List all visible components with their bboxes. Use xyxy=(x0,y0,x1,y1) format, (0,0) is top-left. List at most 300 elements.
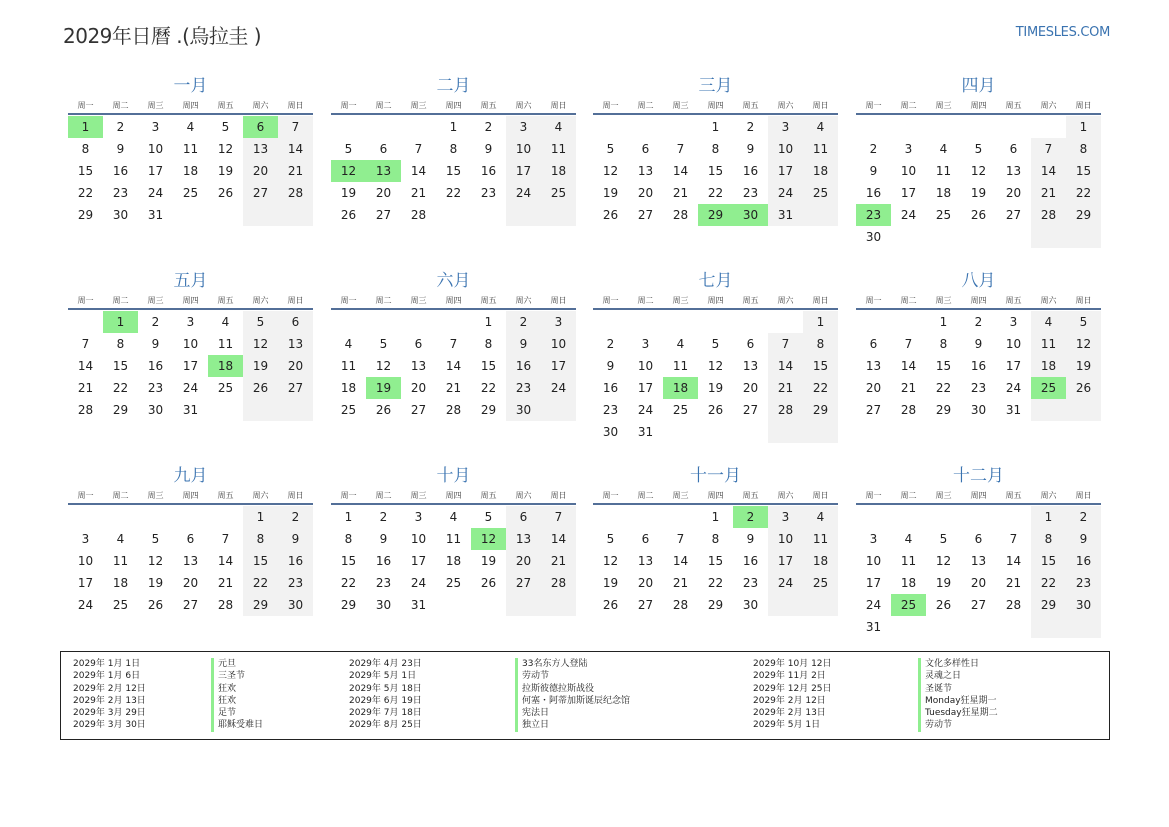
day-cell: 1 xyxy=(449,120,458,134)
legend-dates-2 xyxy=(349,658,422,732)
weekday-label: 周二 xyxy=(375,491,392,500)
empty-cell xyxy=(768,311,803,333)
day-cell: 18 xyxy=(340,381,357,395)
month-calendar xyxy=(331,463,576,616)
day-cell: 20 xyxy=(278,355,313,377)
day-cell: 10 xyxy=(147,142,164,156)
day-cell: 29 xyxy=(340,598,357,612)
empty-cell xyxy=(278,399,313,421)
empty-cell xyxy=(278,204,313,226)
empty-cell xyxy=(366,116,401,138)
day-cell: 8 xyxy=(711,142,720,156)
legend-holiday-name: 劳动节 xyxy=(515,670,630,682)
legend-names-3 xyxy=(918,658,998,732)
day-cell: 22 xyxy=(445,186,462,200)
legend-names-2 xyxy=(515,658,630,732)
day-cell: 27 xyxy=(1005,208,1022,222)
day-cell: 21 xyxy=(1005,576,1022,590)
day-cell: 23 xyxy=(506,377,541,399)
empty-cell xyxy=(68,506,103,528)
day-cell: 1 xyxy=(1066,116,1101,138)
weekday-header xyxy=(593,294,838,310)
day-cell: 21 xyxy=(768,377,803,399)
day-cell: 15 xyxy=(935,359,952,373)
weekday-label: 周五 xyxy=(217,296,234,305)
legend-date: 2029年 10月 12日 xyxy=(753,659,832,669)
empty-cell xyxy=(926,616,961,638)
day-cell: 9 xyxy=(506,333,541,355)
empty-cell xyxy=(1031,616,1066,638)
month-name: 六月 xyxy=(436,271,471,291)
day-cell: 18 xyxy=(445,554,462,568)
day-cell: 30 xyxy=(506,399,541,421)
day-cell: 12 xyxy=(970,164,987,178)
day-cell: 11 xyxy=(900,554,917,568)
month-name: 一月 xyxy=(173,76,208,96)
day-cell: 27 xyxy=(865,403,882,417)
empty-cell xyxy=(628,506,663,528)
day-cell: 23 xyxy=(742,186,759,200)
month-name: 九月 xyxy=(173,466,208,486)
day-cell: 25 xyxy=(217,381,234,395)
day-cell: 22 xyxy=(112,381,129,395)
month-name: 十月 xyxy=(436,466,471,486)
weekday-label: 周三 xyxy=(147,491,164,500)
day-cell: 22 xyxy=(77,186,94,200)
day-cell: 11 xyxy=(541,138,576,160)
day-cell: 11 xyxy=(803,138,838,160)
day-cell: 19 xyxy=(147,576,164,590)
day-cell: 6 xyxy=(1009,142,1018,156)
day-cell: 23 xyxy=(602,403,619,417)
day-cell: 14 xyxy=(900,359,917,373)
day-cell: 25 xyxy=(672,403,689,417)
legend-holiday-name: 元旦 xyxy=(211,658,263,670)
day-cell: 18 xyxy=(663,377,698,399)
day-cell: 21 xyxy=(672,576,689,590)
day-cell: 9 xyxy=(116,142,125,156)
day-cell: 23 xyxy=(856,204,891,226)
day-cell: 30 xyxy=(865,230,882,244)
day-cell: 24 xyxy=(637,403,654,417)
day-cell: 16 xyxy=(970,359,987,373)
empty-cell xyxy=(996,226,1031,248)
legend-date: 2029年 6月 19日 xyxy=(349,695,422,706)
weekday-label: 周四 xyxy=(707,101,724,110)
day-cell: 12 xyxy=(217,142,234,156)
legend-holiday-name: 33名东方人登陆 xyxy=(515,658,630,670)
day-cell: 5 xyxy=(221,120,230,134)
legend-holiday-name: 狂欢 xyxy=(211,683,263,695)
holiday-legend xyxy=(60,651,1110,740)
weekday-label: 周日 xyxy=(550,491,567,500)
day-cell: 14 xyxy=(768,355,803,377)
empty-cell xyxy=(208,399,243,421)
day-cell: 7 xyxy=(1009,532,1018,546)
day-cell: 26 xyxy=(707,403,724,417)
day-cell: 27 xyxy=(637,598,654,612)
day-cell: 3 xyxy=(768,506,803,528)
day-cell: 19 xyxy=(970,186,987,200)
empty-cell xyxy=(208,506,243,528)
day-cell: 8 xyxy=(1031,528,1066,550)
day-cell: 4 xyxy=(1031,311,1066,333)
day-cell: 27 xyxy=(970,598,987,612)
day-grid xyxy=(68,506,313,616)
empty-cell xyxy=(541,204,576,226)
day-cell: 9 xyxy=(746,532,755,546)
day-cell: 10 xyxy=(768,138,803,160)
day-cell: 5 xyxy=(974,142,983,156)
day-cell: 8 xyxy=(484,337,493,351)
day-grid xyxy=(68,116,313,226)
day-cell: 7 xyxy=(1031,138,1066,160)
day-cell: 17 xyxy=(541,355,576,377)
day-cell: 18 xyxy=(541,160,576,182)
weekday-label: 周四 xyxy=(445,491,462,500)
day-cell: 12 xyxy=(1066,333,1101,355)
empty-cell xyxy=(541,594,576,616)
weekday-label: 周日 xyxy=(287,101,304,110)
empty-cell xyxy=(68,311,103,333)
day-cell: 3 xyxy=(541,311,576,333)
day-cell: 6 xyxy=(869,337,878,351)
day-cell: 6 xyxy=(506,506,541,528)
weekday-label: 周五 xyxy=(480,101,497,110)
empty-cell xyxy=(506,204,541,226)
weekday-label: 周日 xyxy=(1075,101,1092,110)
legend-date: 2029年 5月 1日 xyxy=(349,671,417,682)
day-cell: 5 xyxy=(243,311,278,333)
day-grid xyxy=(856,116,1101,248)
weekday-label: 周三 xyxy=(935,491,952,500)
weekday-label: 周三 xyxy=(672,296,689,305)
day-cell: 12 xyxy=(331,160,366,182)
weekday-label: 周一 xyxy=(865,296,882,305)
day-cell: 11 xyxy=(672,359,689,373)
day-cell: 20 xyxy=(970,576,987,590)
day-cell: 7 xyxy=(449,337,458,351)
weekday-label: 周二 xyxy=(637,296,654,305)
day-cell: 10 xyxy=(637,359,654,373)
month-calendar xyxy=(68,73,313,226)
day-cell: 15 xyxy=(243,550,278,572)
day-cell: 1 xyxy=(68,116,103,138)
day-cell: 17 xyxy=(182,359,199,373)
weekday-label: 周日 xyxy=(550,296,567,305)
day-cell: 14 xyxy=(278,138,313,160)
day-cell: 20 xyxy=(410,381,427,395)
weekday-label: 周三 xyxy=(410,491,427,500)
day-cell: 9 xyxy=(974,337,983,351)
weekday-label: 周六 xyxy=(1040,491,1057,500)
day-cell: 6 xyxy=(414,337,423,351)
legend-holiday-name: 何塞・阿蒂加斯诞辰纪念馆 xyxy=(515,695,630,707)
empty-cell xyxy=(366,311,401,333)
day-cell: 2 xyxy=(1066,506,1101,528)
day-cell: 3 xyxy=(904,142,913,156)
day-cell: 3 xyxy=(186,315,195,329)
day-cell: 16 xyxy=(112,164,129,178)
day-cell: 17 xyxy=(768,160,803,182)
day-cell: 6 xyxy=(278,311,313,333)
legend-holiday-name: 狂欢 xyxy=(211,695,263,707)
day-grid xyxy=(593,506,838,616)
weekday-label: 周六 xyxy=(515,101,532,110)
day-cell: 8 xyxy=(711,532,720,546)
month-calendar xyxy=(856,73,1101,248)
day-cell: 30 xyxy=(112,208,129,222)
empty-cell xyxy=(436,204,471,226)
day-cell: 4 xyxy=(904,532,913,546)
empty-cell xyxy=(733,311,768,333)
day-cell: 2 xyxy=(379,510,388,524)
day-cell: 17 xyxy=(77,576,94,590)
day-cell: 1 xyxy=(103,311,138,333)
day-cell: 17 xyxy=(410,554,427,568)
day-cell: 24 xyxy=(77,598,94,612)
day-cell: 13 xyxy=(742,359,759,373)
legend-date: 2029年 2月 13日 xyxy=(73,695,146,706)
day-cell: 26 xyxy=(147,598,164,612)
day-cell: 7 xyxy=(278,116,313,138)
weekday-header xyxy=(856,489,1101,505)
weekday-label: 周六 xyxy=(777,296,794,305)
month-name: 七月 xyxy=(698,271,733,291)
day-cell: 21 xyxy=(410,186,427,200)
weekday-label: 周五 xyxy=(480,491,497,500)
day-cell: 27 xyxy=(182,598,199,612)
day-cell: 8 xyxy=(81,142,90,156)
weekday-label: 周二 xyxy=(900,296,917,305)
day-cell: 9 xyxy=(746,142,755,156)
day-cell: 20 xyxy=(637,186,654,200)
day-cell: 28 xyxy=(672,598,689,612)
day-cell: 19 xyxy=(935,576,952,590)
day-cell: 29 xyxy=(698,204,733,226)
day-cell: 31 xyxy=(865,620,882,634)
empty-cell xyxy=(996,616,1031,638)
weekday-label: 周二 xyxy=(900,101,917,110)
day-cell: 26 xyxy=(935,598,952,612)
empty-cell xyxy=(1031,399,1066,421)
day-cell: 29 xyxy=(935,403,952,417)
empty-cell xyxy=(768,421,803,443)
day-cell: 21 xyxy=(541,550,576,572)
day-cell: 16 xyxy=(278,550,313,572)
weekday-label: 周四 xyxy=(445,101,462,110)
day-cell: 3 xyxy=(869,532,878,546)
empty-cell xyxy=(1031,226,1066,248)
day-cell: 19 xyxy=(1066,355,1101,377)
day-cell: 21 xyxy=(77,381,94,395)
weekday-header xyxy=(68,294,313,310)
day-cell: 22 xyxy=(707,186,724,200)
day-cell: 2 xyxy=(116,120,125,134)
day-cell: 8 xyxy=(344,532,353,546)
empty-cell xyxy=(926,116,961,138)
day-cell: 1 xyxy=(939,315,948,329)
day-cell: 5 xyxy=(344,142,353,156)
day-cell: 23 xyxy=(1066,572,1101,594)
weekday-label: 周日 xyxy=(1075,491,1092,500)
day-cell: 20 xyxy=(742,381,759,395)
day-cell: 17 xyxy=(865,576,882,590)
day-cell: 15 xyxy=(445,164,462,178)
day-cell: 11 xyxy=(217,337,234,351)
day-cell: 18 xyxy=(803,550,838,572)
legend-date: 2029年 5月 18日 xyxy=(349,683,422,694)
weekday-label: 周日 xyxy=(550,101,567,110)
day-cell: 6 xyxy=(641,532,650,546)
day-cell: 2 xyxy=(746,120,755,134)
day-cell: 9 xyxy=(606,359,615,373)
day-cell: 11 xyxy=(340,359,357,373)
day-cell: 29 xyxy=(243,594,278,616)
weekday-label: 周一 xyxy=(340,101,357,110)
day-grid xyxy=(331,506,576,616)
empty-cell xyxy=(541,399,576,421)
day-cell: 13 xyxy=(506,528,541,550)
day-cell: 9 xyxy=(151,337,160,351)
day-cell: 24 xyxy=(541,377,576,399)
weekday-label: 周五 xyxy=(217,491,234,500)
day-cell: 15 xyxy=(707,554,724,568)
day-cell: 14 xyxy=(77,359,94,373)
empty-cell xyxy=(961,616,996,638)
weekday-label: 周四 xyxy=(182,101,199,110)
weekday-label: 周六 xyxy=(515,491,532,500)
day-cell: 19 xyxy=(602,186,619,200)
day-cell: 28 xyxy=(278,182,313,204)
month-name: 五月 xyxy=(173,271,208,291)
empty-cell xyxy=(803,421,838,443)
weekday-label: 周五 xyxy=(742,296,759,305)
day-cell: 31 xyxy=(768,204,803,226)
weekday-label: 周三 xyxy=(672,491,689,500)
month-calendar xyxy=(331,73,576,226)
day-cell: 22 xyxy=(803,377,838,399)
month-calendar xyxy=(856,268,1101,421)
day-cell: 15 xyxy=(77,164,94,178)
empty-cell xyxy=(961,506,996,528)
day-cell: 8 xyxy=(803,333,838,355)
day-cell: 21 xyxy=(672,186,689,200)
day-cell: 5 xyxy=(606,532,615,546)
day-cell: 3 xyxy=(81,532,90,546)
day-cell: 16 xyxy=(147,359,164,373)
day-cell: 12 xyxy=(375,359,392,373)
weekday-label: 周二 xyxy=(375,101,392,110)
day-cell: 30 xyxy=(970,403,987,417)
day-cell: 13 xyxy=(637,554,654,568)
month-name: 二月 xyxy=(436,76,471,96)
day-cell: 8 xyxy=(1066,138,1101,160)
weekday-header xyxy=(68,99,313,115)
legend-holiday-name: 灵魂之日 xyxy=(918,670,998,682)
day-cell: 20 xyxy=(865,381,882,395)
day-cell: 2 xyxy=(733,506,768,528)
empty-cell xyxy=(401,311,436,333)
legend-holiday-name: Tuesday狂星期二 xyxy=(918,707,998,719)
day-cell: 26 xyxy=(480,576,497,590)
day-cell: 31 xyxy=(410,598,427,612)
weekday-label: 周一 xyxy=(865,101,882,110)
day-cell: 20 xyxy=(506,550,541,572)
day-cell: 25 xyxy=(182,186,199,200)
empty-cell xyxy=(891,311,926,333)
day-cell: 10 xyxy=(410,532,427,546)
weekday-label: 周五 xyxy=(742,101,759,110)
day-cell: 16 xyxy=(480,164,497,178)
day-cell: 27 xyxy=(637,208,654,222)
day-cell: 11 xyxy=(182,142,199,156)
day-cell: 26 xyxy=(602,208,619,222)
weekday-label: 周六 xyxy=(777,101,794,110)
empty-cell xyxy=(103,506,138,528)
day-cell: 21 xyxy=(278,160,313,182)
weekday-label: 周一 xyxy=(340,296,357,305)
legend-date: 2029年 1月 6日 xyxy=(73,671,141,682)
day-cell: 22 xyxy=(243,572,278,594)
day-cell: 28 xyxy=(445,403,462,417)
day-cell: 16 xyxy=(506,355,541,377)
empty-cell xyxy=(698,421,733,443)
day-cell: 5 xyxy=(151,532,160,546)
site-link[interactable]: TIMESLES.COM xyxy=(1015,25,1110,40)
empty-cell xyxy=(628,116,663,138)
day-cell: 3 xyxy=(641,337,650,351)
empty-cell xyxy=(173,204,208,226)
day-cell: 21 xyxy=(445,381,462,395)
empty-cell xyxy=(996,116,1031,138)
weekday-label: 周日 xyxy=(287,491,304,500)
day-cell: 3 xyxy=(1009,315,1018,329)
legend-date: 2029年 8月 25日 xyxy=(349,720,422,731)
day-cell: 30 xyxy=(375,598,392,612)
legend-date: 2029年 2月 12日 xyxy=(73,683,146,694)
day-cell: 28 xyxy=(541,572,576,594)
day-cell: 4 xyxy=(116,532,125,546)
day-cell: 23 xyxy=(742,576,759,590)
empty-cell xyxy=(506,594,541,616)
empty-cell xyxy=(996,506,1031,528)
day-cell: 18 xyxy=(208,355,243,377)
day-cell: 31 xyxy=(182,403,199,417)
day-cell: 9 xyxy=(1066,528,1101,550)
legend-date: 2029年 1月 1日 xyxy=(73,659,141,669)
empty-cell xyxy=(208,204,243,226)
weekday-label: 周日 xyxy=(1075,296,1092,305)
day-cell: 22 xyxy=(340,576,357,590)
day-cell: 14 xyxy=(410,164,427,178)
day-cell: 12 xyxy=(471,528,506,550)
legend-date: 2029年 5月 1日 xyxy=(753,720,821,731)
day-cell: 11 xyxy=(112,554,129,568)
day-cell: 2 xyxy=(606,337,615,351)
weekday-label: 周二 xyxy=(375,296,392,305)
weekday-label: 周五 xyxy=(480,296,497,305)
day-cell: 6 xyxy=(379,142,388,156)
legend-dates-3 xyxy=(753,658,832,732)
weekday-label: 周三 xyxy=(147,296,164,305)
day-cell: 16 xyxy=(375,554,392,568)
legend-holiday-name: 耶稣受难日 xyxy=(211,719,263,731)
day-cell: 15 xyxy=(340,554,357,568)
day-cell: 27 xyxy=(278,377,313,399)
day-cell: 3 xyxy=(768,116,803,138)
day-cell: 4 xyxy=(803,506,838,528)
